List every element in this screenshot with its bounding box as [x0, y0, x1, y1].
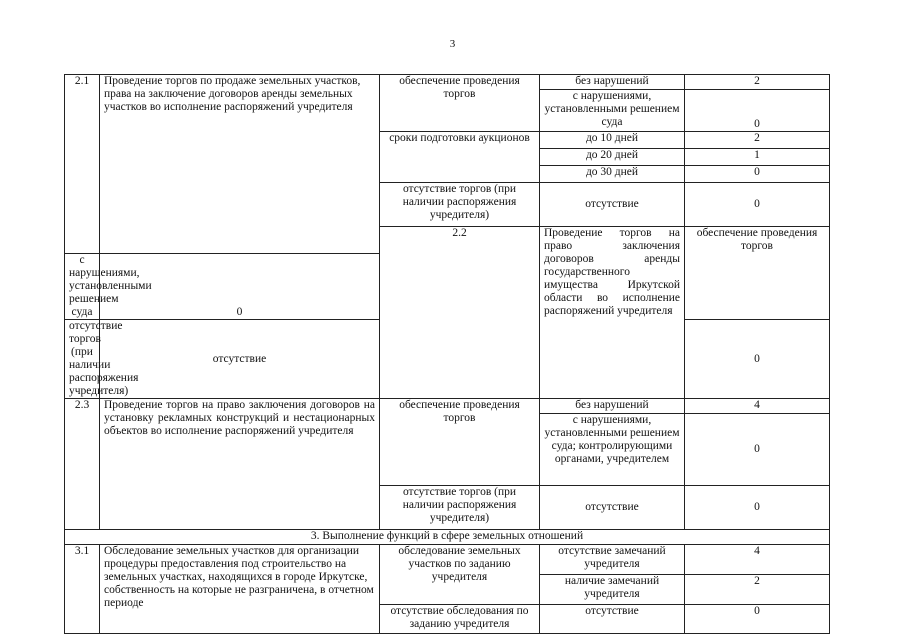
score-cell: 1 [685, 149, 830, 166]
criteria-table [64, 74, 830, 634]
criterion-cell: наличие замечаний учредителя [540, 575, 685, 605]
page-number: 3 [449, 38, 456, 50]
row-description: Обследование земельных участков для организации процедуры предоставления под строительство на земельных участках, находящихся в городе Иркутске, собственность на которые не разграничена, в отчетном периоде [100, 545, 380, 634]
criterion-cell: без нарушений [540, 75, 685, 90]
score-cell: 4 [685, 399, 830, 414]
indicator-cell: обеспечение проведения торгов [380, 399, 540, 486]
score-cell: 0 [685, 166, 830, 183]
criterion-cell: с нарушениями, установленными решением суда [65, 254, 100, 320]
row-number: 3.1 [65, 545, 100, 634]
indicator-cell: отсутствие торгов (при наличии распоряжения учредителя) [380, 183, 540, 227]
indicator-cell: отсутствие торгов (при наличии распоряжения учредителя) [380, 486, 540, 530]
criterion-cell: до 10 дней [540, 132, 685, 149]
criterion-cell: до 20 дней [540, 149, 685, 166]
score-cell: 0 [100, 254, 380, 320]
row-number: 2.1 [65, 75, 100, 254]
score-cell: 2 [685, 75, 830, 90]
row-description: Проведение торгов на право заключения договоров аренды государственного имущества Иркутской области во исполнение распоряжений учредителя [540, 227, 685, 399]
criterion-cell: отсутствие [100, 320, 380, 399]
table-row [65, 545, 830, 575]
indicator-cell: обследование земельных участков по заданию учредителя [380, 545, 540, 605]
indicator-cell: сроки подготовки аукционов [380, 132, 540, 183]
score-cell: 0 [685, 320, 830, 399]
indicator-cell: отсутствие обследования по заданию учредителя [380, 605, 540, 634]
score-cell: 0 [685, 486, 830, 530]
row-description: Проведение торгов на право заключения договоров на установку рекламных конструкций и нестационарных объектов во исполнение распоряжений учредителя [100, 399, 380, 530]
indicator-cell: отсутствие торгов (при наличии распоряжения учредителя) [65, 320, 100, 399]
table-row [65, 75, 830, 90]
score-cell: 0 [685, 605, 830, 634]
criterion-cell: отсутствие [540, 183, 685, 227]
criterion-cell: без нарушений [540, 399, 685, 414]
criterion-cell: с нарушениями, установленными решением суда [540, 90, 685, 132]
score-cell: 2 [685, 132, 830, 149]
section-heading: 3. Выполнение функций в сфере земельных отношений [65, 530, 830, 545]
indicator-cell: обеспечение проведения торгов [380, 75, 540, 132]
criterion-cell: отсутствие замечаний учредителя [540, 545, 685, 575]
score-cell: 0 [685, 90, 830, 132]
indicator-cell: обеспечение проведения торгов [685, 227, 830, 320]
criterion-cell: с нарушениями, установленными решением суда; контролирующими органами, учредителем [540, 414, 685, 486]
row-number: 2.3 [65, 399, 100, 530]
row-description: Проведение торгов по продаже земельных участков, права на заключение договоров аренды земельных участков во исполнение распоряжений учредителя [100, 75, 380, 254]
section-row [65, 530, 830, 545]
score-cell: 2 [685, 575, 830, 605]
criterion-cell: отсутствие [540, 486, 685, 530]
criterion-cell: отсутствие [540, 605, 685, 634]
score-cell: 0 [685, 183, 830, 227]
criterion-cell: до 30 дней [540, 166, 685, 183]
table-row [65, 399, 830, 414]
score-cell: 4 [685, 545, 830, 575]
score-cell: 0 [685, 414, 830, 486]
row-number: 2.2 [380, 227, 540, 399]
